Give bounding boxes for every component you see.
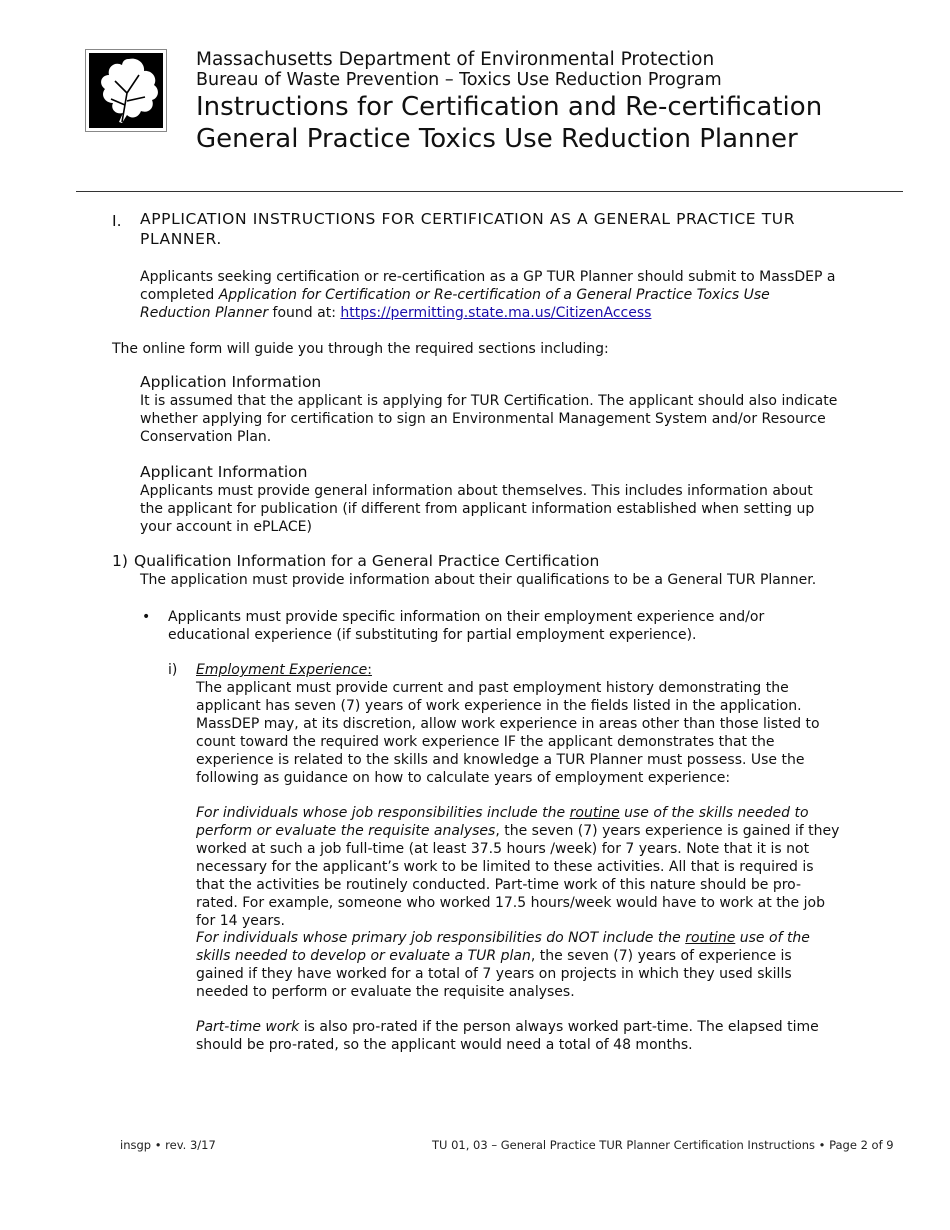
- employment-experience-label: Employment Experience: [196, 662, 368, 678]
- footer-page-info: TU 01, 03 – General Practice TUR Planner Certification Instructions • Page 2 of 9: [432, 1138, 894, 1152]
- para2-italic-start: For individuals whose primary job responsibilities do NOT include the: [196, 930, 686, 946]
- citizen-access-link[interactable]: https://permitting.state.ma.us/CitizenAccess: [340, 305, 652, 321]
- section-number: I.: [112, 212, 122, 230]
- employment-experience-heading: [196, 661, 372, 679]
- para2-italic-end: use of the skills needed to develop or evaluate a TUR plan: [196, 930, 810, 964]
- routine-use-paragraph: [196, 804, 840, 930]
- massdep-logo: [85, 49, 167, 132]
- para2-rest: , the seven (7) years of experience is gained if they have worked for a total of 7 years on projects in which they used skills needed to perform or evaluate the requisite analyses.: [196, 948, 792, 1000]
- part-time-work-label: Part-time work: [196, 1019, 300, 1035]
- heading-colon: :: [367, 662, 372, 678]
- section-title: APPLICATION INSTRUCTIONS FOR CERTIFICATION AS A GENERAL PRACTICE TUR PLANNER.: [140, 210, 796, 248]
- sub-item-number: i): [168, 662, 178, 678]
- intro-found-at: found at:: [268, 305, 341, 321]
- qualification-number: 1): [112, 552, 128, 570]
- para1-italic-start: For individuals whose job responsibilities include the: [196, 805, 570, 821]
- para2-routine: routine: [685, 930, 736, 946]
- qualification-text: The application must provide information about their qualifications to be a General TUR Planner.: [140, 572, 817, 588]
- employment-experience-text: The applicant must provide current and past employment history demonstrating the applicant has seven (7) years of work experience in the fields listed in the application. MassDEP may, at its discretion, allow work experience in areas other than those listed to count toward the required work experience IF the applicant demonstrates that the experience is related to the skills and knowledge a TUR Planner must possess. Use the following as guidance on how to calculate years of employment experience:: [196, 680, 820, 786]
- para1-routine: routine: [569, 805, 620, 821]
- part-time-text: is also pro-rated if the person always worked part-time. The elapsed time should be pro-rated, so the applicant would need a total of 48 months.: [196, 1019, 819, 1053]
- document-title-line2: General Practice Toxics Use Reduction Planner: [196, 124, 798, 154]
- bureau-name: Bureau of Waste Prevention – Toxics Use Reduction Program: [196, 70, 722, 90]
- qualification-heading: Qualification Information for a General Practice Certification: [134, 552, 600, 570]
- oak-leaf-icon: [89, 53, 163, 128]
- para1-rest: , the seven (7) years experience is gained if they worked at such a job full-time (at least 37.5 hours /week) for 7 years. Note that it is not necessary for the applicant’s work to be limited to these activities. All that is required is that the activities be routinely conducted. Part-time work of this nature should be pro-rated. For example, someone who worked 17.5 hours/week would have to work at the job for 14 years.: [196, 823, 840, 929]
- application-information-text: It is assumed that the applicant is applying for TUR Certification. The applicant should also indicate whether applying for certification to sign an Environmental Management System and/or Resource Conservation Plan.: [140, 393, 838, 445]
- non-routine-paragraph: [196, 929, 840, 1001]
- applicant-information-heading: Applicant Information: [140, 463, 308, 481]
- part-time-paragraph: [196, 1018, 840, 1054]
- header-divider: [76, 191, 903, 192]
- intro-text: Applicants seeking certification or re-certification as a GP TUR Planner should submit to MassDEP a completed: [140, 269, 836, 303]
- document-title-line1: Instructions for Certification and Re-certification: [196, 92, 823, 122]
- footer-revision: insgp • rev. 3/17: [120, 1138, 216, 1152]
- application-information-heading: Application Information: [140, 373, 322, 391]
- intro-paragraph: [140, 268, 840, 322]
- online-form-text: The online form will guide you through the required sections including:: [112, 341, 609, 357]
- applicant-information-text: Applicants must provide general information about themselves. This includes information about the applicant for publication (if different from applicant information established when setting up your account in ePLACE): [140, 483, 815, 535]
- experience-bullet-text: Applicants must provide specific information on their employment experience and/or educational experience (if substituting for partial employment experience).: [168, 609, 765, 643]
- application-form-name: Application for Certification or Re-certification of a General Practice Toxics Use Reduction Planner: [140, 287, 770, 321]
- agency-name: Massachusetts Department of Environmental Protection: [196, 49, 715, 70]
- para1-italic-end: use of the skills needed to perform or evaluate the requisite analyses: [196, 805, 809, 839]
- bullet-icon: •: [142, 609, 151, 625]
